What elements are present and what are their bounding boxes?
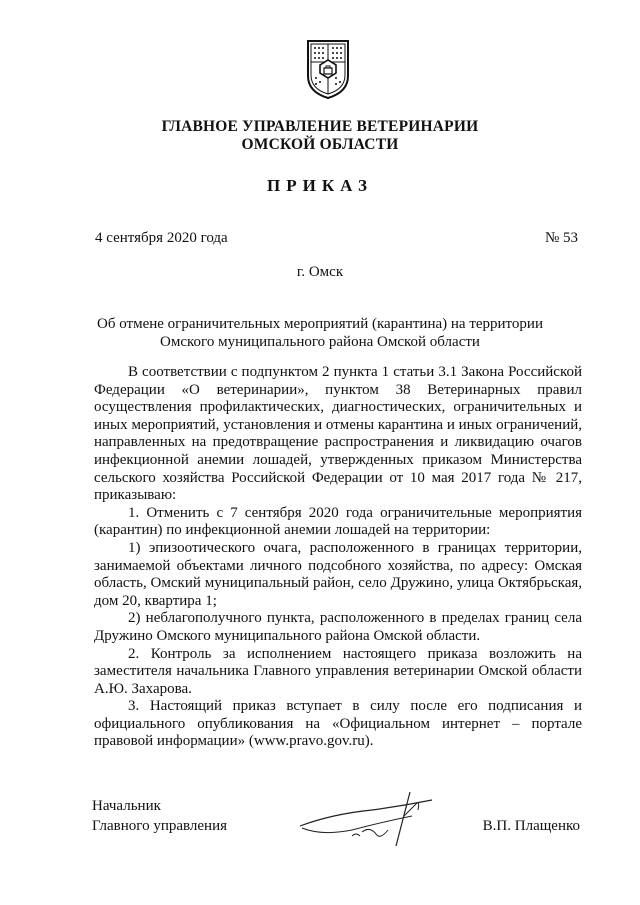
document-subject-line1: Об отмене ограничительных мероприятий (карантина) на территории xyxy=(97,316,543,332)
body-line: официального опубликования на «Официальном интернет – портале xyxy=(94,715,582,732)
organization-name-line2: ОМСКОЙ ОБЛАСТИ xyxy=(241,136,399,153)
document-body xyxy=(94,364,582,751)
body-line: приказываю: xyxy=(94,487,177,504)
body-line: дом 20, квартира 1; xyxy=(94,592,217,609)
body-line: 1) эпизоотического очага, расположенного в границах территории, xyxy=(128,539,582,556)
body-line: В соответствии с подпунктом 2 пункта 1 статьи 3.1 Закона Российской xyxy=(128,364,582,380)
coat-of-arms-emblem xyxy=(305,38,351,100)
handwritten-signature xyxy=(292,786,442,856)
signatory-title-line1: Начальник xyxy=(92,798,161,814)
signatory-title-line2: Главного управления xyxy=(92,818,227,834)
body-line: иных мероприятий, установления и отмены карантина и иных ограничений, xyxy=(94,416,582,433)
body-line: 3. Настоящий приказ вступает в силу после его подписания и xyxy=(128,698,582,715)
signatory-name: В.П. Плащенко xyxy=(482,818,580,834)
body-line: (карантин) по инфекционной анемии лошадей на территории: xyxy=(94,522,491,539)
body-line: А.Ю. Захарова. xyxy=(94,680,192,697)
body-line: направленных на предотвращение распространения и ликвидацию очагов xyxy=(94,434,582,451)
body-line: 2) неблагополучного пункта, расположенного в пределах границ села xyxy=(128,610,582,627)
body-line: занимаемой объектами личного подсобного хозяйства, по адресу: Омская xyxy=(94,557,582,574)
body-line: правовой информации» (www.pravo.gov.ru). xyxy=(94,733,374,750)
organization-name-line1: ГЛАВНОЕ УПРАВЛЕНИЕ ВЕТЕРИНАРИИ xyxy=(161,118,479,135)
document-number: № 53 xyxy=(544,230,578,246)
body-line: заместителя начальника Главного управления ветеринарии Омской области xyxy=(94,663,582,680)
body-line: 2. Контроль за исполнением настоящего приказа возложить на xyxy=(128,645,582,662)
body-line: Федерации «О ветеринарии», пунктом 38 Ветеринарных правил xyxy=(94,381,582,398)
document-type-title: ПРИКАЗ xyxy=(267,176,373,195)
body-line: 1. Отменить с 7 сентября 2020 года ограничительные мероприятия xyxy=(128,504,582,521)
body-line: область, Омский муниципальный район, село Дружино, улица Октябрьская, xyxy=(94,575,582,592)
body-line: осуществления профилактических, диагностических, ограничительных и xyxy=(94,399,582,416)
body-line: сельского хозяйства Российской Федерации от 10 мая 2017 года № 217, xyxy=(94,469,582,486)
document-date: 4 сентября 2020 года xyxy=(95,230,228,246)
document-city: г. Омск xyxy=(296,264,344,280)
body-line: инфекционной анемии лошадей, утвержденных приказом Министерства xyxy=(94,451,582,468)
document-subject-line2: Омского муниципального района Омской области xyxy=(160,334,480,350)
body-line: Дружино Омского муниципального района Омской области. xyxy=(94,627,481,644)
